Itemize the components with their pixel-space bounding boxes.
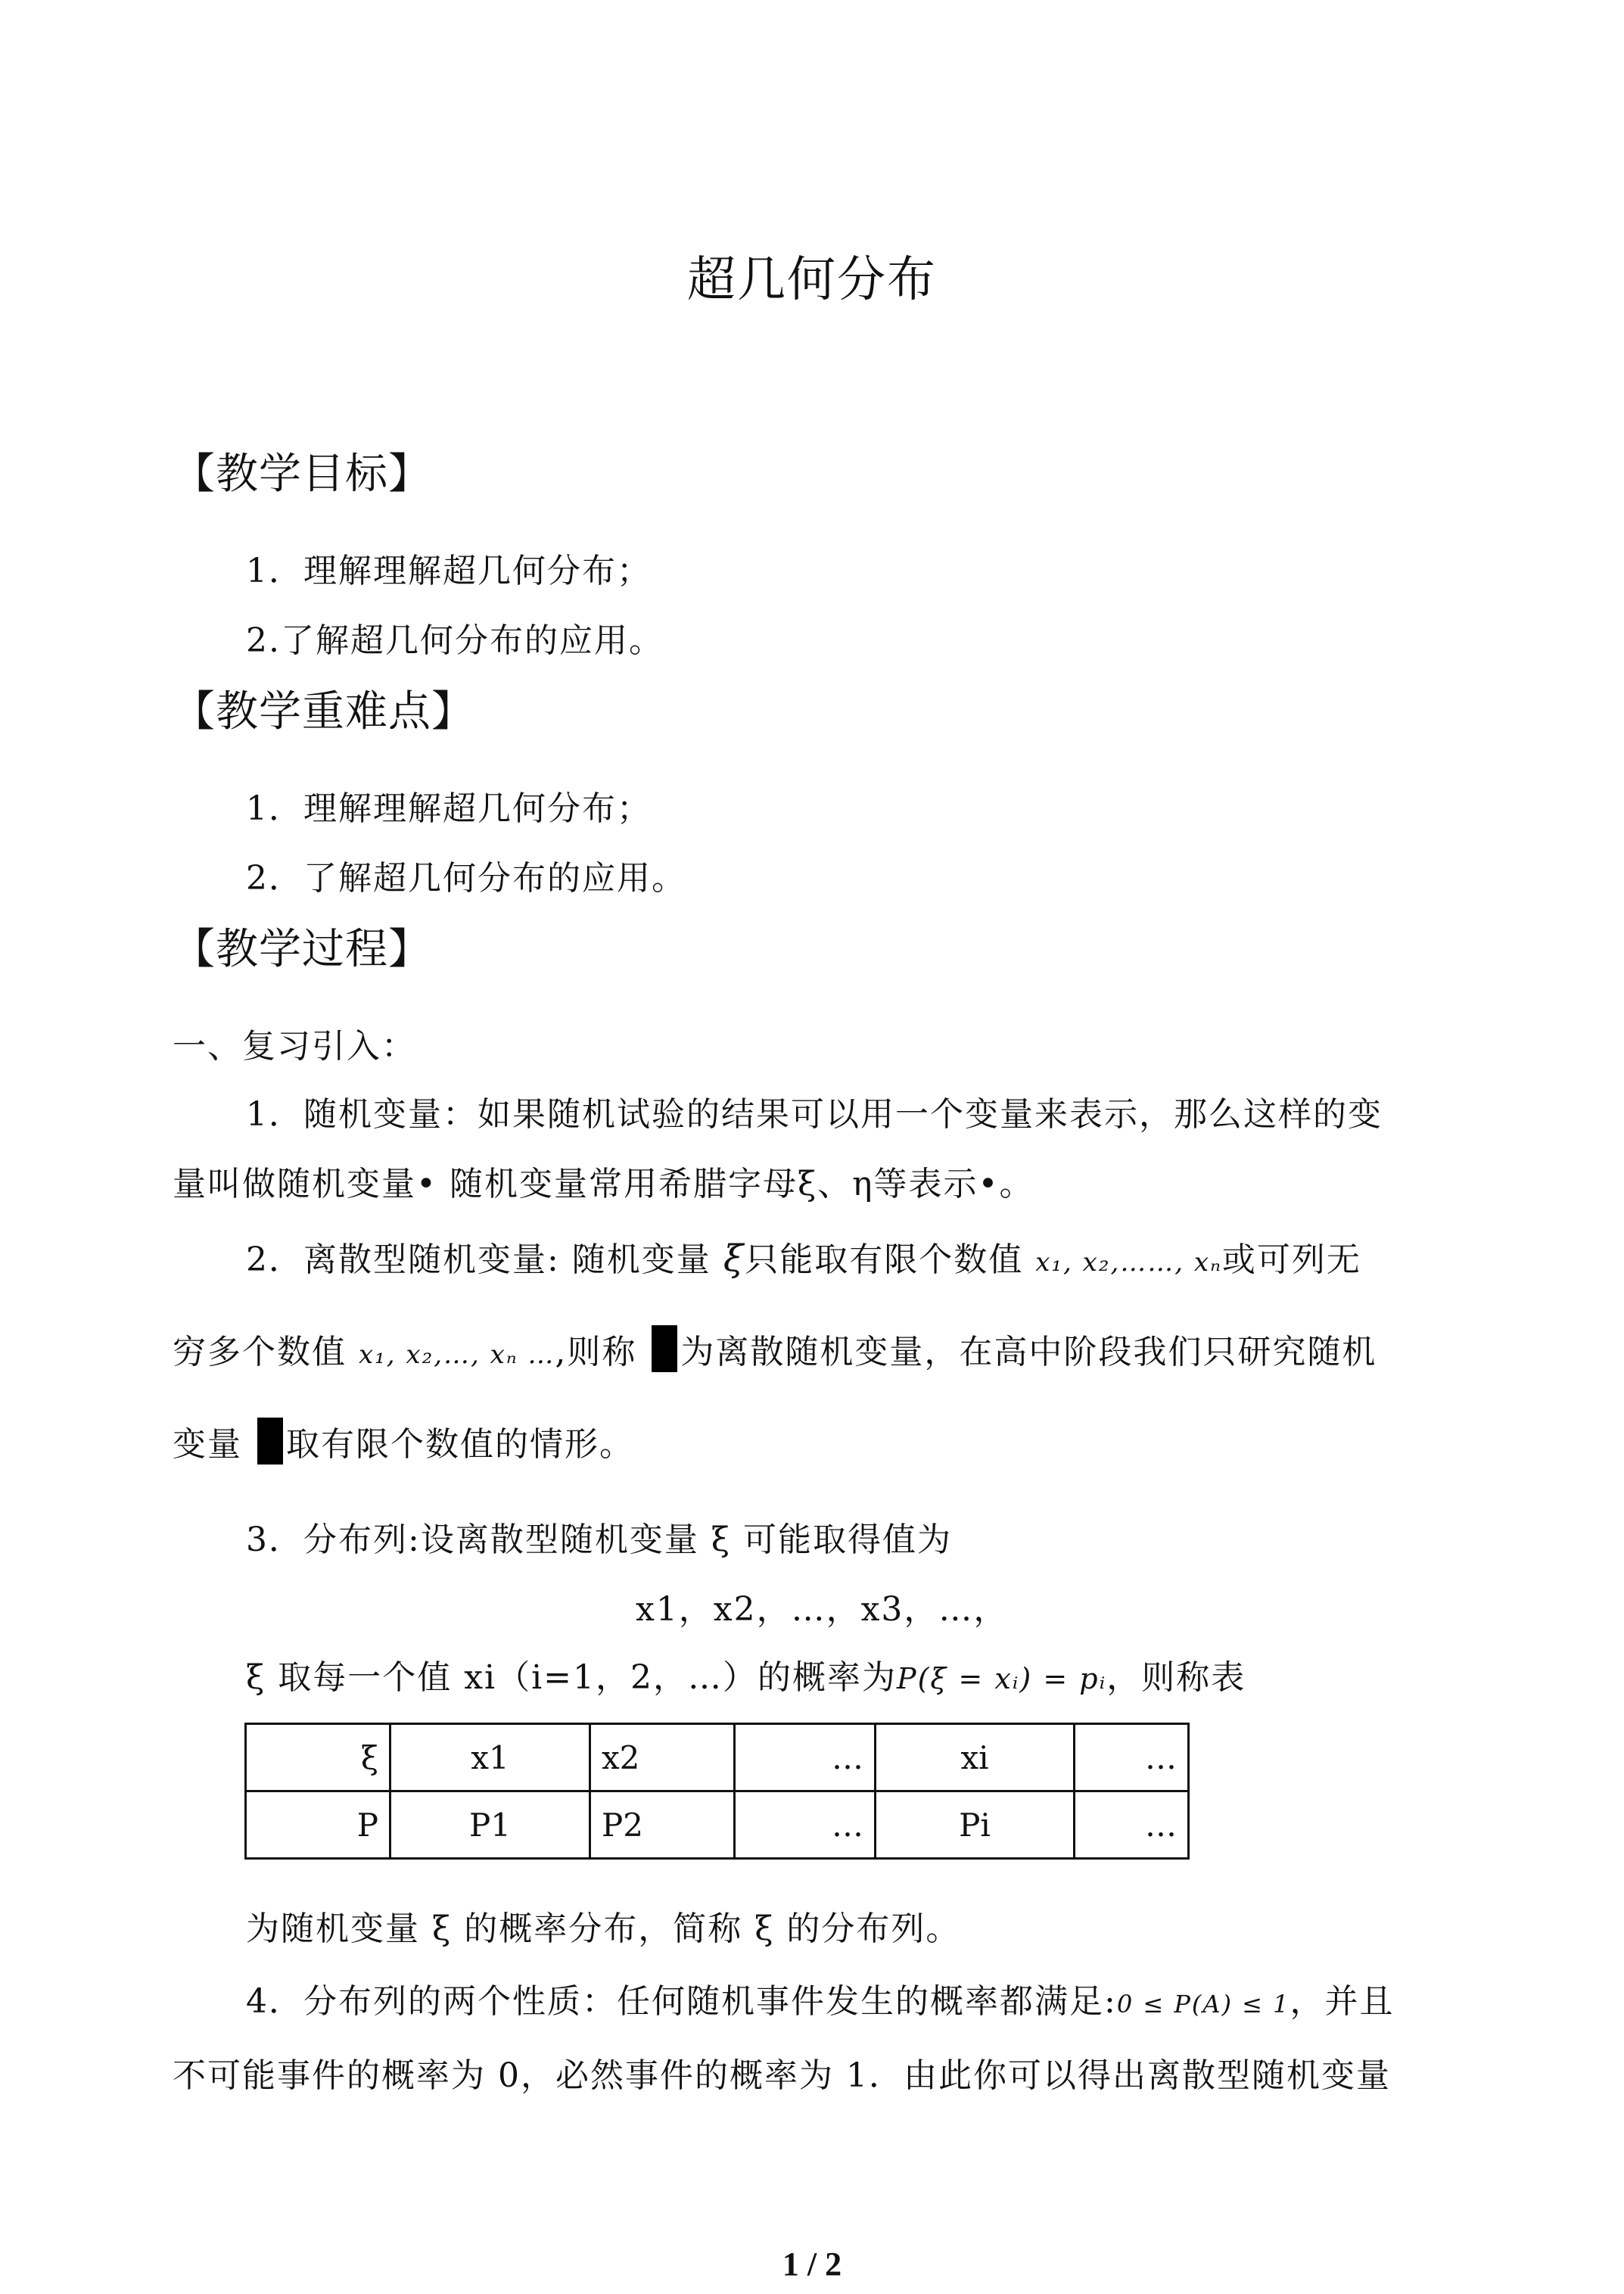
sequence-formula-2: x₁, x₂,…, xₙ … [359, 1340, 555, 1370]
p2-line2-text-a: 穷多个数值 [173, 1333, 347, 1371]
paragraph-3-line-4: 为随机变量 ξ 的概率分布，简称 ξ 的分布列。 [246, 1910, 961, 1948]
section-heading-keypoints: 【教学重难点】 [173, 687, 474, 736]
table-cell: Pi [876, 1791, 1075, 1859]
p3-text-a: ξ 取每一个值 xi（i=1，2，…）的概率为 [246, 1658, 898, 1697]
page-number: 1 / 2 [782, 2246, 842, 2283]
table-cell: xi [876, 1724, 1075, 1791]
p2-text-c: 或可列无 [1221, 1240, 1361, 1279]
table-cell: … [1075, 1724, 1189, 1791]
p2-line2-text-b: ,则称 [555, 1333, 637, 1371]
page-title: 超几何分布 [687, 252, 937, 308]
goal-item-2: 2.了解超几何分布的应用。 [246, 621, 664, 660]
distribution-table [244, 1723, 1190, 1860]
probability-range-formula: 0 ≤ P(A) ≤ 1 [1116, 1990, 1290, 2019]
process-subheading: 一、复习引入： [173, 1027, 416, 1066]
paragraph-1-line-1: 1．随机变量：如果随机试验的结果可以用一个变量来表示，那么这样的变 [246, 1095, 1383, 1134]
table-cell: P2 [590, 1791, 735, 1859]
redacted-block [257, 1418, 283, 1464]
p3-text-b: ，则称表 [1106, 1658, 1246, 1697]
paragraph-3-line-2: x1，x2，…，x3，…， [636, 1590, 1009, 1629]
paragraph-4-line-1 [246, 1974, 1394, 2022]
table-cell: … [735, 1791, 876, 1859]
paragraph-2-line-3 [173, 1417, 634, 1465]
paragraph-3-line-1: 3．分布列:设离散型随机变量 ξ 可能取得值为 [246, 1521, 953, 1559]
table-cell: P1 [390, 1791, 590, 1859]
paragraph-2-line-1 [246, 1232, 1361, 1281]
table-row [246, 1791, 1189, 1859]
keypoint-item-2: 2．了解超几何分布的应用。 [246, 859, 686, 898]
p2-text-a: 2．离散型随机变量: 随机变量 [246, 1240, 711, 1279]
table-cell: … [1075, 1791, 1189, 1859]
redacted-block [652, 1325, 677, 1372]
table-cell: x1 [390, 1724, 590, 1791]
paragraph-3-line-3 [246, 1650, 1246, 1698]
table-row [246, 1724, 1189, 1791]
p2-text-b: 只能取有限个数值 [745, 1240, 1024, 1279]
probability-formula: P(ξ = xᵢ) = pᵢ [897, 1662, 1107, 1695]
sequence-formula-1: x₁, x₂,……, xₙ [1035, 1247, 1222, 1278]
table-cell: ξ [246, 1724, 390, 1791]
p2-line3-text-b: 取有限个数值的情形。 [286, 1425, 634, 1464]
section-heading-goals: 【教学目标】 [173, 450, 431, 499]
table-cell: P [246, 1791, 390, 1859]
goal-item-1: 1．理解理解超几何分布； [246, 552, 652, 590]
paragraph-2-line-2 [173, 1324, 1377, 1373]
table-cell: … [735, 1724, 876, 1791]
table-cell: x2 [590, 1724, 735, 1791]
keypoint-item-1: 1．理解理解超几何分布； [246, 789, 652, 828]
p4-text-a: 4．分布列的两个性质：任何随机事件发生的概率都满足: [246, 1982, 1117, 2021]
paragraph-1-line-2: 量叫做随机变量• 随机变量常用希腊字母ξ、η等表示•。 [173, 1165, 1034, 1203]
p2-line3-text-a: 变量 [173, 1425, 242, 1464]
section-heading-process: 【教学过程】 [173, 925, 431, 974]
xi-symbol: ξ [723, 1237, 745, 1280]
p2-line2-text-c: 为离散随机变量，在高中阶段我们只研究随机 [680, 1333, 1377, 1371]
paragraph-4-line-2: 不可能事件的概率为 0，必然事件的概率为 1．由此你可以得出离散型随机变量 [173, 2056, 1391, 2095]
p4-text-b: ，并且 [1290, 1982, 1395, 2021]
